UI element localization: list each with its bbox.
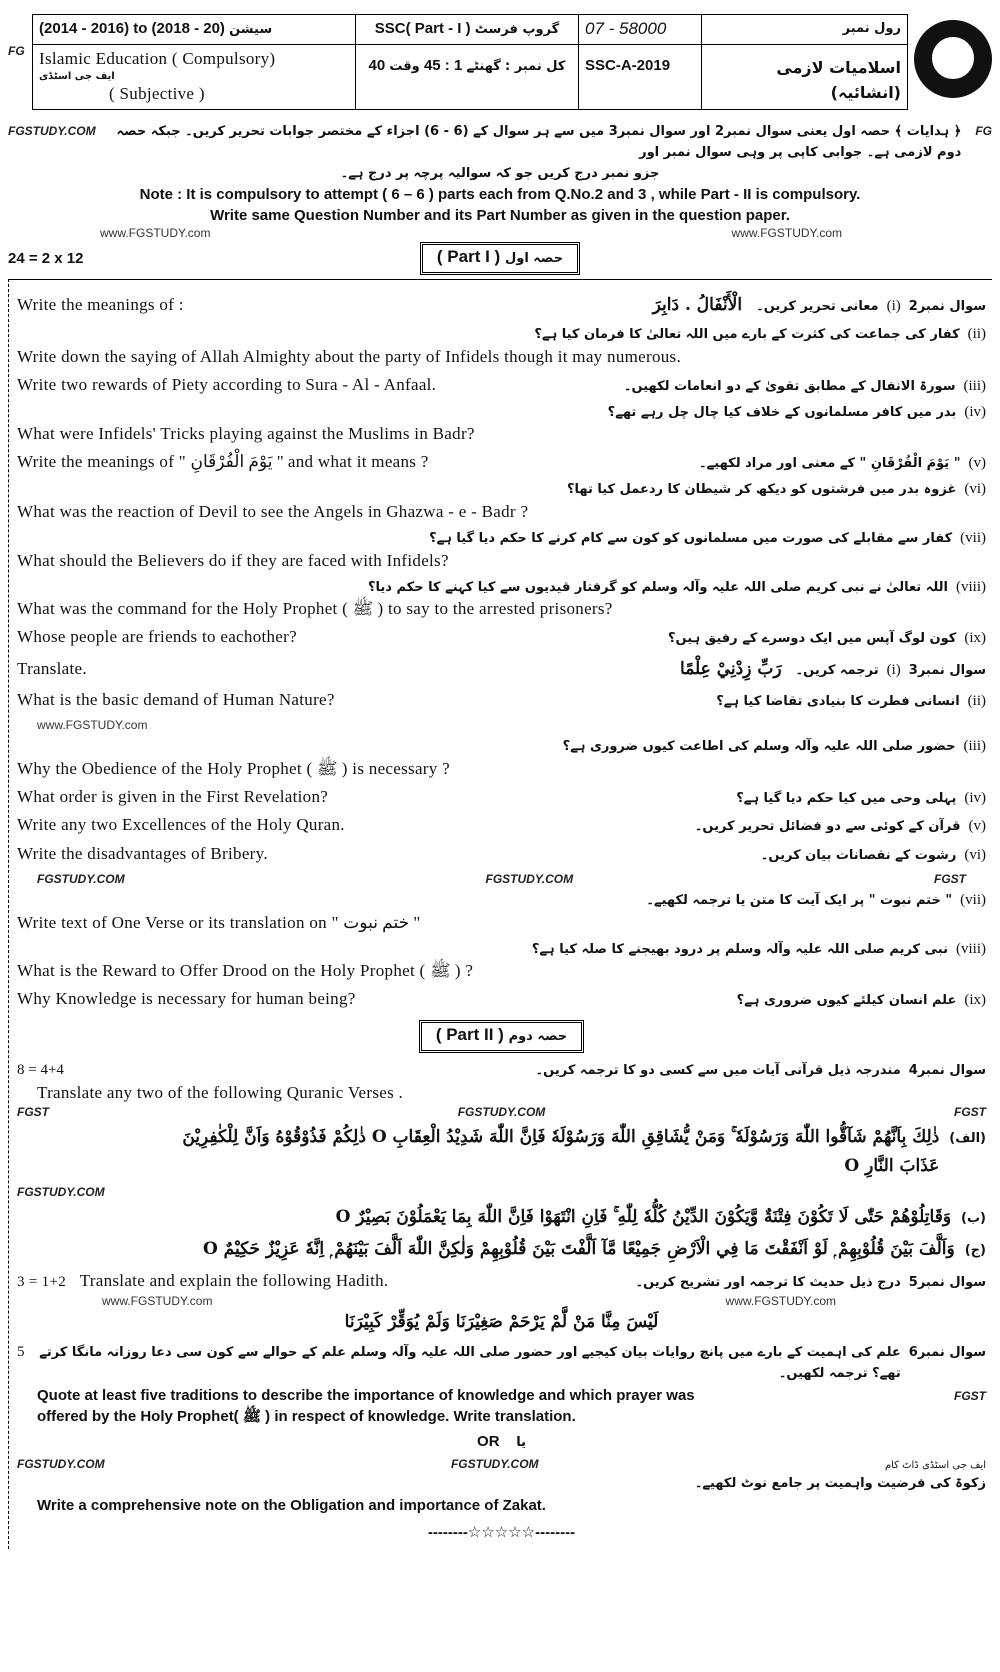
question-urdu-block — [668, 629, 986, 650]
roll-number: 07 - 58000 — [579, 15, 702, 45]
watermark-row — [17, 1294, 986, 1308]
alt-question: Write a comprehensive note on the Obligation and importance of Zakat. — [37, 1497, 546, 1515]
watermark: FGSTUDY.COM — [17, 1184, 105, 1199]
watermark-row — [17, 1457, 986, 1474]
question-text: Write any two Excellences of the Holy Quran. — [17, 815, 345, 835]
part1-title-box — [420, 242, 580, 275]
watermark: FGSTUDY.COM — [450, 1457, 539, 1472]
part2-title: ( Part II ) — [435, 1025, 504, 1045]
question-item — [17, 480, 986, 524]
question-urdu-row — [17, 891, 986, 912]
board-logo — [914, 20, 992, 98]
question-item — [17, 529, 986, 573]
q5-header — [17, 1270, 986, 1294]
question-item — [17, 451, 986, 475]
question-label: سوال نمبر3 — [908, 663, 986, 679]
question-row — [17, 786, 986, 810]
question-number: (i) — [886, 662, 901, 679]
marks-label: کل نمبر : — [505, 58, 566, 74]
instructions-urdu-2: جزو نمبر درج کریں جو کہ سوالیہ پرچہ پر درج ہے۔ — [340, 165, 660, 181]
question-urdu-block — [429, 529, 986, 550]
question-text-urdu: " ختم نبوت " پر ایک آیت کا متن یا ترجمہ لکھیے۔ — [646, 892, 953, 908]
question-text: Write two rewards of Piety according to Sura - Al - Anfaal. — [17, 374, 437, 394]
verse-label: (الف) — [949, 1130, 986, 1146]
question-number: (iv) — [964, 403, 986, 420]
question-frame — [8, 279, 992, 1549]
site-watermark: www.FGSTUDY.com — [731, 226, 842, 241]
question-number: (viii) — [955, 578, 986, 595]
question-urdu-block — [756, 297, 986, 318]
question-number: (i) — [886, 298, 901, 315]
question-urdu-row — [17, 480, 986, 501]
part1-marks: 24 = 2 x 12 — [8, 250, 84, 268]
note-2: Write same Question Number and its Part Number as given in the question paper. — [210, 207, 790, 225]
time-label: وقت — [389, 58, 420, 74]
question-row — [17, 814, 986, 838]
part1-row — [8, 242, 992, 275]
question-text-urdu: کون لوگ آپس میں ایک دوسرے کے رفیق ہیں؟ — [667, 631, 957, 647]
question-row — [17, 655, 986, 684]
part2-title-ur: حصہ دوم — [508, 1029, 568, 1045]
question-row — [17, 626, 986, 650]
question-number: (iv) — [964, 789, 986, 806]
q6-label: سوال نمبر6 — [908, 1344, 986, 1360]
question-number: (iii) — [963, 377, 986, 394]
alt-question-urdu: زکوۃ کی فرضیت واہمیت پر جامع نوٹ لکھیے۔ — [694, 1476, 986, 1492]
question-number: (v) — [968, 455, 986, 472]
question-item — [17, 374, 986, 398]
q6-text-1: Quote at least five traditions to describe the importance of knowledge and which prayer was — [37, 1386, 695, 1404]
question-row — [17, 451, 986, 475]
hours-label: گھنٹے — [466, 58, 501, 74]
question-text-urdu: معانی تحریر کریں۔ — [756, 299, 879, 315]
question-text: What should the Believers do if they are faced with Infidels? — [17, 550, 449, 570]
question-number: (ii) — [967, 693, 986, 710]
question-item — [17, 325, 986, 369]
question-number: (vii) — [960, 891, 986, 908]
class: SSC( Part - I ) — [374, 20, 471, 37]
question-number: (ix) — [964, 630, 986, 647]
question-text: Write down the saying of Allah Almighty about the party of Infidels though it may numerous. — [17, 346, 682, 366]
q5-text: Translate and explain the following Hadith. — [79, 1271, 389, 1291]
question-item — [17, 655, 986, 684]
subject-watermark: ایف جی اسٹڈی — [39, 70, 115, 82]
question-text: What were Infidels' Tricks playing against the Muslims in Badr? — [17, 424, 475, 444]
watermark: FGST — [954, 1388, 986, 1403]
watermark: FGSTUDY.COM — [457, 1104, 546, 1119]
verse-text: ذٰلِكَ بِاَنَّهُمْ شَآقُّوا اللّٰهَ وَرَسُوْلَهٗ ۚ وَمَنْ يُّشَاقِقِ اللّٰهَ وَرَسُوْلَهٗ فَاِنَّ اللّٰهَ شَدِيْدُ الْعِقَابِ O ذٰلِكُمْ فَذُوْقُوْهُ وَاَنَّ لِلْكٰفِرِيْنَ — [182, 1126, 940, 1147]
or-label-urdu: یا — [516, 1434, 526, 1450]
question-urdu-row — [17, 403, 986, 424]
question-item — [17, 403, 986, 447]
question-text: Translate. — [17, 659, 87, 679]
instructions-row — [8, 122, 992, 164]
question-text-urdu: اللہ تعالیٰ نے نبی کریم صلی اللہ علیہ وآلہ وسلم کو گرفتار قیدیوں سے کیا کہنے کا حکم دیا؟ — [367, 579, 948, 595]
question-text-urdu: کفار سے مقابلے کی صورت میں مسلمانوں کو کون سے کام کرنے کا حکم دیا گیا ہے؟ — [429, 530, 953, 546]
watermark-row — [17, 1105, 986, 1119]
question-number: (iii) — [963, 737, 986, 754]
fg-watermark: FG — [975, 123, 992, 138]
group: گروپ فرسٹ — [474, 22, 560, 37]
question-item — [17, 689, 986, 713]
question-number: (v) — [968, 818, 986, 835]
question-urdu-block — [695, 817, 986, 838]
q4-text: Translate any two of the following Quranic Verses . — [37, 1082, 404, 1102]
question-text-urdu: علم انسان کیلئے کیوں ضروری ہے؟ — [736, 993, 957, 1009]
question-urdu-row — [17, 578, 986, 599]
watermark: www.FGSTUDY.com — [102, 1294, 213, 1309]
watermark: FGST — [934, 871, 966, 886]
q5-marks: 3 = 1+2 — [17, 1274, 67, 1291]
question-text-urdu: پہلی وحی میں کیا حکم دیا گیا ہے؟ — [736, 790, 957, 806]
question-number: (vi) — [964, 481, 986, 498]
watermark: FGSTUDY.COM — [17, 1457, 105, 1472]
question-text-urdu: قرآن کے کوئی سے دو فضائل تحریر کریں۔ — [694, 819, 961, 835]
question-urdu-block — [608, 403, 986, 424]
question-urdu-block — [699, 454, 986, 475]
verse: وَاَلَّفَ بَيْنَ قُلُوْبِهِمْ ۭ لَوْ اَنْفَقْتَ مَا فِي الْاَرْضِ جَمِيْعًا مَّآ اَلَّفْتَ بَيْنَ قُلُوْبِهِمْ وَلٰكِنَّ اللّٰهَ اَلَّفَ بَيْنَهُمْ ۭ اِنَّهٗ عَزِيْزٌ حَكِيْمٌ O — [202, 1239, 955, 1260]
paper-code: SSC-A-2019 — [579, 44, 702, 109]
time: 1 : 45 — [423, 56, 463, 74]
q4-marks: 8 = 4+4 — [17, 1062, 64, 1078]
verse-continued: عَذَابَ النَّارِ O — [844, 1155, 940, 1176]
question-item — [17, 891, 986, 935]
question-text: Write the disadvantages of Bribery. — [17, 844, 268, 864]
question-urdu-row — [17, 737, 986, 758]
question-urdu-block — [624, 377, 986, 398]
question-text: Write text of One Verse or its translation on " ختم نبوت " — [17, 912, 421, 932]
question-text: What was the command for the Holy Prophet ( ﷺ ) to say to the arrested prisoners? — [17, 599, 613, 619]
subjective: ( Subjective ) — [109, 83, 205, 103]
question-text-urdu: ترجمہ کریں۔ — [795, 663, 879, 679]
instructions-urdu: ﴿ ہدایات ﴾ حصہ اول یعنی سوال نمبر2 اور سوال نمبر3 میں سے ہر سوال کے (6 - 6) اجزاء کے مختصر جوابات تحریر کریں۔ جبکہ حصہ دوم لازمی ہے۔ جوابی کاپی پر وہی سوال نمبر اور — [116, 123, 962, 160]
watermark-row — [8, 226, 992, 240]
question-text: Whose people are friends to eachother? — [17, 627, 297, 647]
or-label: OR — [477, 1432, 500, 1450]
watermark: www.FGSTUDY.com — [37, 717, 148, 732]
question-urdu-block — [532, 940, 986, 961]
watermark: FGSTUDY.COM — [485, 871, 574, 886]
arabic-words: الْأَنْفَالُ . دَابِرَ — [652, 295, 743, 316]
question-urdu-row — [17, 325, 986, 346]
question-item — [17, 626, 986, 650]
question-text: What is the basic demand of Human Nature? — [17, 690, 335, 710]
q6-urdu: علم کی اہمیت کے بارے میں پانچ روایات بیان کیجیے اور حضور صلی اللہ علیہ وآلہ وسلم علم کے حوالے سے کون سی دعا روزانہ مانگا کرتے تھے؟ ترجمہ لکھیں۔ — [39, 1344, 901, 1381]
question-urdu-block — [567, 480, 986, 501]
total-marks: 40 — [368, 56, 386, 74]
question-text-urdu: سورۃ الانفال کے مطابق تقویٰ کے دو انعامات لکھیں۔ — [623, 378, 956, 394]
question-urdu-row — [17, 529, 986, 550]
watermark: FGST — [954, 1104, 986, 1119]
part1-title-ur: حصہ اول — [504, 251, 564, 267]
question-text: Write the meanings of " يَوْمَ الْفُرْقَانِ " and what it means ? — [17, 452, 429, 472]
question-row — [17, 291, 986, 320]
question-2 — [17, 291, 986, 650]
q5-label: سوال نمبر5 — [908, 1275, 986, 1291]
site-watermark: www.FGSTUDY.com — [100, 226, 211, 241]
question-text: What was the reaction of Devil to see the Angels in Ghazwa - e - Badr ? — [17, 501, 529, 521]
or-row — [17, 1431, 986, 1454]
verse-item — [17, 1235, 986, 1264]
question-item — [17, 737, 986, 781]
header — [8, 14, 992, 110]
watermark: www.FGSTUDY.com — [725, 1294, 836, 1309]
verse-item — [17, 1203, 986, 1232]
question-text-urdu: غزوہ بدر میں فرشتوں کو دیکھ کر شیطان کا ردعمل کیا تھا؟ — [566, 482, 957, 498]
verse-label: (ب) — [961, 1210, 986, 1226]
arabic-words: رَبِّ زِدْنِيْ عِلْمًا — [680, 659, 782, 680]
question-number: (ii) — [967, 326, 986, 343]
question-urdu-block — [368, 578, 986, 599]
question-text: Why the Obedience of the Holy Prophet ( ﷺ ) is necessary ? — [17, 758, 450, 778]
q6-marks: 5 — [17, 1343, 25, 1360]
question-row — [17, 988, 986, 1012]
question-text: Why Knowledge is necessary for human being? — [17, 989, 356, 1009]
part2-row — [17, 1020, 986, 1053]
question-row — [17, 843, 986, 867]
verse — [17, 1123, 939, 1181]
subject: Islamic Education ( Compulsory) — [39, 48, 276, 68]
question-urdu-block — [796, 661, 986, 682]
question-text-urdu: نبی کریم صلی اللہ علیہ وآلہ وسلم پر درود بھیجنے کا صلہ کیا ہے؟ — [531, 941, 948, 957]
fg-watermark: FG — [8, 44, 25, 58]
question-text-urdu: بدر میں کافر مسلمانوں کے خلاف کیا چال چل رہے تھے؟ — [607, 404, 957, 420]
question-number: (viii) — [955, 940, 986, 957]
session-label: سیشن — [229, 22, 273, 37]
verse: وَقَاتِلُوْهُمْ حَتّٰى لَا تَكُوْنَ فِتْنَةٌ وَّيَكُوْنَ الدِّيْنُ كُلُّهٗ لِلّٰهِ ۚ فَاِنِ انْتَهَوْا فَاِنَّ اللّٰهَ بِمَا يَعْمَلُوْنَ بَصِيْرٌ O — [335, 1206, 952, 1227]
question-text-urdu: " یَوْمَ الْفُرْقَانِ " کے معنی اور مراد لکھیے۔ — [699, 456, 961, 472]
question-text-urdu: انسانی فطرت کا بنیادی تقاضا کیا ہے؟ — [716, 694, 960, 710]
question-urdu-block — [761, 846, 986, 867]
session: (2014 - 2016) to (2018 - 20) — [39, 20, 225, 37]
question-urdu-block — [646, 891, 986, 912]
question-number: (vi) — [964, 847, 986, 864]
question-text-urdu: حضور صلی اللہ علیہ وآلہ وسلم کی اطاعت کیوں ضروری ہے؟ — [562, 738, 956, 754]
verse-label: (ج) — [964, 1243, 986, 1259]
question-number: (ix) — [964, 992, 986, 1009]
question-text-urdu: رشوت کے نقصانات بیان کریں۔ — [760, 848, 957, 864]
question-urdu-block — [716, 692, 986, 713]
watermark: FGSTUDY.COM — [37, 871, 125, 886]
question-item — [17, 988, 986, 1012]
fgstudy-watermark: FGSTUDY.COM — [8, 123, 96, 138]
q4-header — [17, 1061, 986, 1082]
urdu-watermark: ایف جی اسٹڈی ڈاٹ کام — [884, 1460, 986, 1472]
note: Note : It is compulsory to attempt ( 6 – 6 ) parts each from Q.No.2 and 3 , while Part - II is compulsory. — [139, 186, 861, 204]
end-stars: --------☆☆☆☆☆-------- — [427, 1524, 576, 1542]
verse-item — [17, 1123, 986, 1181]
q4-label: سوال نمبر4 — [908, 1063, 986, 1078]
question-urdu-row — [17, 940, 986, 961]
question-item — [17, 786, 986, 810]
watermark-row — [17, 718, 986, 732]
q6-header — [17, 1343, 986, 1385]
question-number: (vii) — [960, 529, 986, 546]
part1-title: ( Part I ) — [436, 247, 501, 267]
question-item — [17, 843, 986, 867]
roll-number-label: رول نمبر — [702, 15, 908, 45]
question-text: What order is given in the First Revelation? — [17, 786, 329, 806]
question-text: What is the Reward to Offer Drood on the Holy Prophet ( ﷺ ) ? — [17, 961, 474, 981]
q6-line-1 — [17, 1385, 986, 1406]
question-text-urdu: کفار کی جماعت کی کثرت کے بارے میں اللہ تعالیٰ کا فرمان کیا ہے؟ — [534, 327, 960, 343]
question-urdu-block — [563, 737, 986, 758]
question-item — [17, 814, 986, 838]
question-text: Write the meanings of : — [17, 295, 184, 315]
hadith: لَيْسَ مِنَّا مَنْ لَّمْ يَرْحَمْ صَغِيْرَنَا وَلَمْ يُوَقِّرْ كَبِيْرَنَا — [344, 1312, 659, 1333]
question-urdu-block — [736, 789, 986, 810]
question-urdu-block — [534, 325, 986, 346]
question-row — [17, 689, 986, 713]
header-table — [32, 14, 908, 110]
q5-urdu: درج ذیل حدیث کا ترجمہ اور تشریح کریں۔ — [635, 1275, 901, 1291]
watermark: FGST — [17, 1104, 49, 1119]
q6-text-2: offered by the Holy Prophet( ﷺ ) in respect of knowledge. Write translation. — [37, 1407, 576, 1425]
question-row — [17, 374, 986, 398]
q4-urdu: مندرجہ ذیل قرآنی آیات میں سے کسی دو کا ترجمہ کریں۔ — [535, 1063, 901, 1078]
question-label: سوال نمبر2 — [908, 299, 986, 315]
question-item — [17, 940, 986, 984]
watermark-row — [17, 872, 986, 886]
question-item — [17, 578, 986, 622]
question-3 — [17, 655, 986, 1012]
question-item — [17, 291, 986, 320]
subject-urdu: اسلامیات لازمی (انشائیہ) — [702, 44, 908, 109]
part2-title-box — [419, 1020, 584, 1053]
question-urdu-block — [737, 991, 986, 1012]
